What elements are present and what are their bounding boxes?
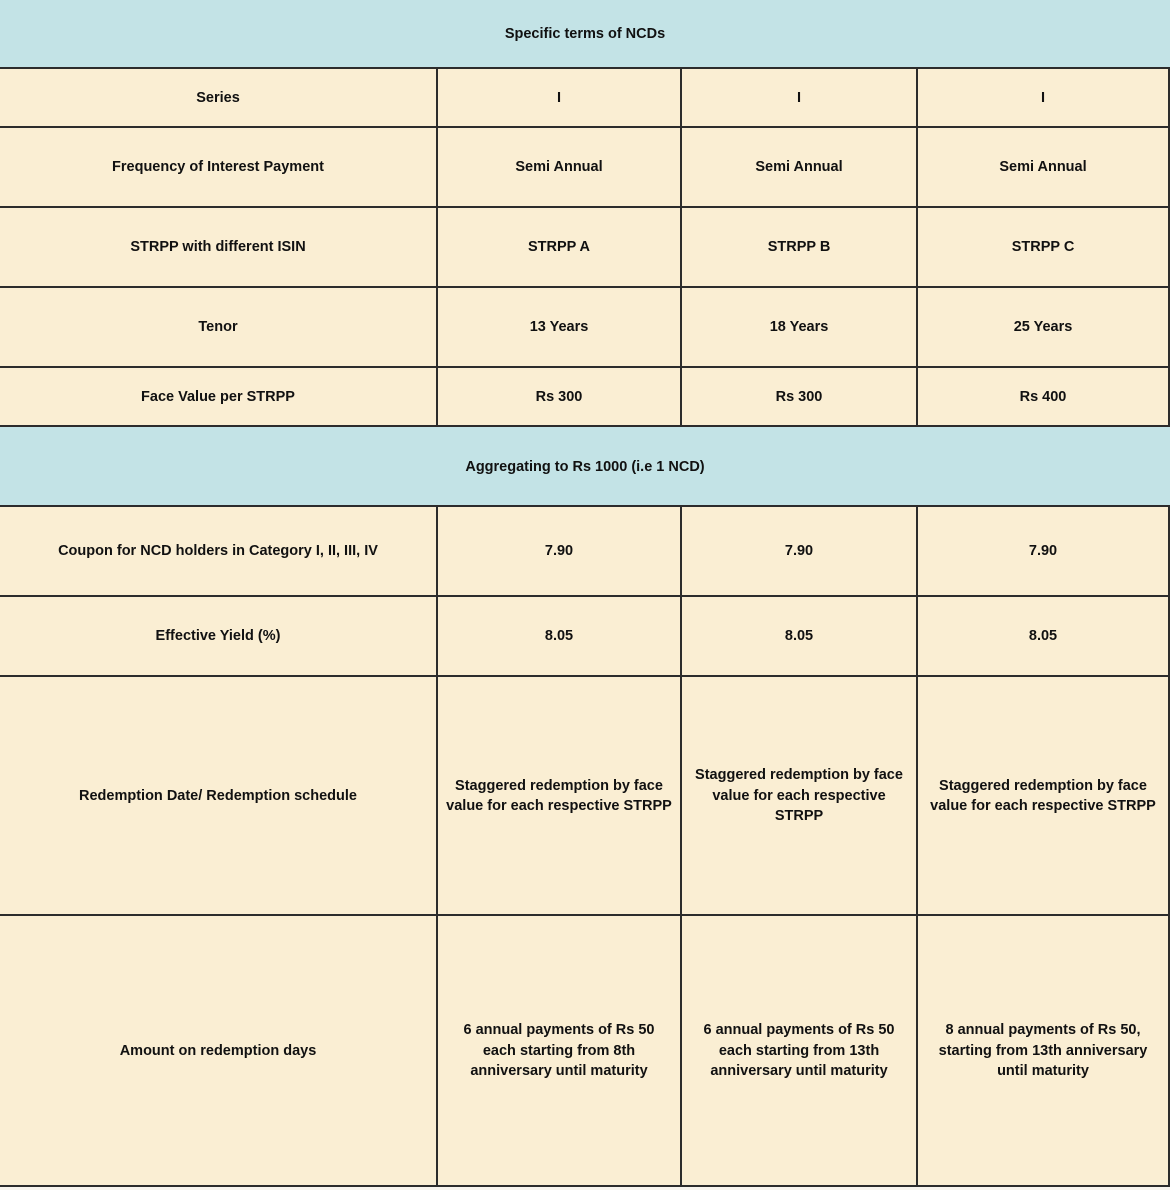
row-label: Amount on redemption days (0, 916, 438, 1186)
row-label: STRPP with different ISIN (0, 208, 438, 287)
aggregate-note: Aggregating to Rs 1000 (i.e 1 NCD) (465, 458, 705, 475)
cell-strpp-a: 8.05 (438, 597, 682, 676)
cell-strpp-c: STRPP C (918, 208, 1170, 287)
row-label: Coupon for NCD holders in Category I, II, III, IV (0, 507, 438, 596)
row-label: Face Value per STRPP (0, 368, 438, 426)
cell-strpp-b: 7.90 (682, 507, 918, 596)
cell-strpp-a: 6 annual payments of Rs 50 each starting from 8th anniversary until maturity (438, 916, 682, 1186)
table-row (0, 126, 1170, 207)
table-row (0, 206, 1170, 287)
cell-strpp-b: I (682, 69, 918, 127)
cell-strpp-c: 8.05 (918, 597, 1170, 676)
table-row (0, 675, 1170, 915)
table-bottom-border (0, 1185, 1170, 1187)
table-row (0, 286, 1170, 367)
cell-strpp-b: Semi Annual (682, 128, 918, 207)
cell-strpp-c: I (918, 69, 1170, 127)
row-label: Frequency of Interest Payment (0, 128, 438, 207)
table-row (0, 67, 1170, 127)
cell-strpp-c: 25 Years (918, 288, 1170, 367)
table-title-band (0, 0, 1170, 68)
row-label: Series (0, 69, 438, 127)
table-row (0, 505, 1170, 596)
cell-strpp-a: Semi Annual (438, 128, 682, 207)
table-row (0, 914, 1170, 1186)
cell-strpp-b: 18 Years (682, 288, 918, 367)
cell-strpp-a: I (438, 69, 682, 127)
cell-strpp-c: 7.90 (918, 507, 1170, 596)
cell-strpp-a: Staggered redemption by face value for each respective STRPP (438, 677, 682, 915)
row-label: Tenor (0, 288, 438, 367)
cell-strpp-c: 8 annual payments of Rs 50, starting from 13th anniversary until maturity (918, 916, 1170, 1186)
cell-strpp-a: STRPP A (438, 208, 682, 287)
row-label: Effective Yield (%) (0, 597, 438, 676)
cell-strpp-b: STRPP B (682, 208, 918, 287)
cell-strpp-b: Rs 300 (682, 368, 918, 426)
cell-strpp-c: Staggered redemption by face value for each respective STRPP (918, 677, 1170, 915)
aggregate-band (0, 425, 1170, 506)
table-title: Specific terms of NCDs (504, 26, 666, 42)
cell-strpp-c: Semi Annual (918, 128, 1170, 207)
row-label: Redemption Date/ Redemption schedule (0, 677, 438, 915)
cell-strpp-b: 6 annual payments of Rs 50 each starting from 13th anniversary until maturity (682, 916, 918, 1186)
cell-strpp-b: 8.05 (682, 597, 918, 676)
cell-strpp-c: Rs 400 (918, 368, 1170, 426)
table-row (0, 595, 1170, 676)
cell-strpp-a: Rs 300 (438, 368, 682, 426)
cell-strpp-a: 13 Years (438, 288, 682, 367)
table-row (0, 366, 1170, 426)
cell-strpp-b: Staggered redemption by face value for each respective STRPP (682, 677, 918, 915)
cell-strpp-a: 7.90 (438, 507, 682, 596)
